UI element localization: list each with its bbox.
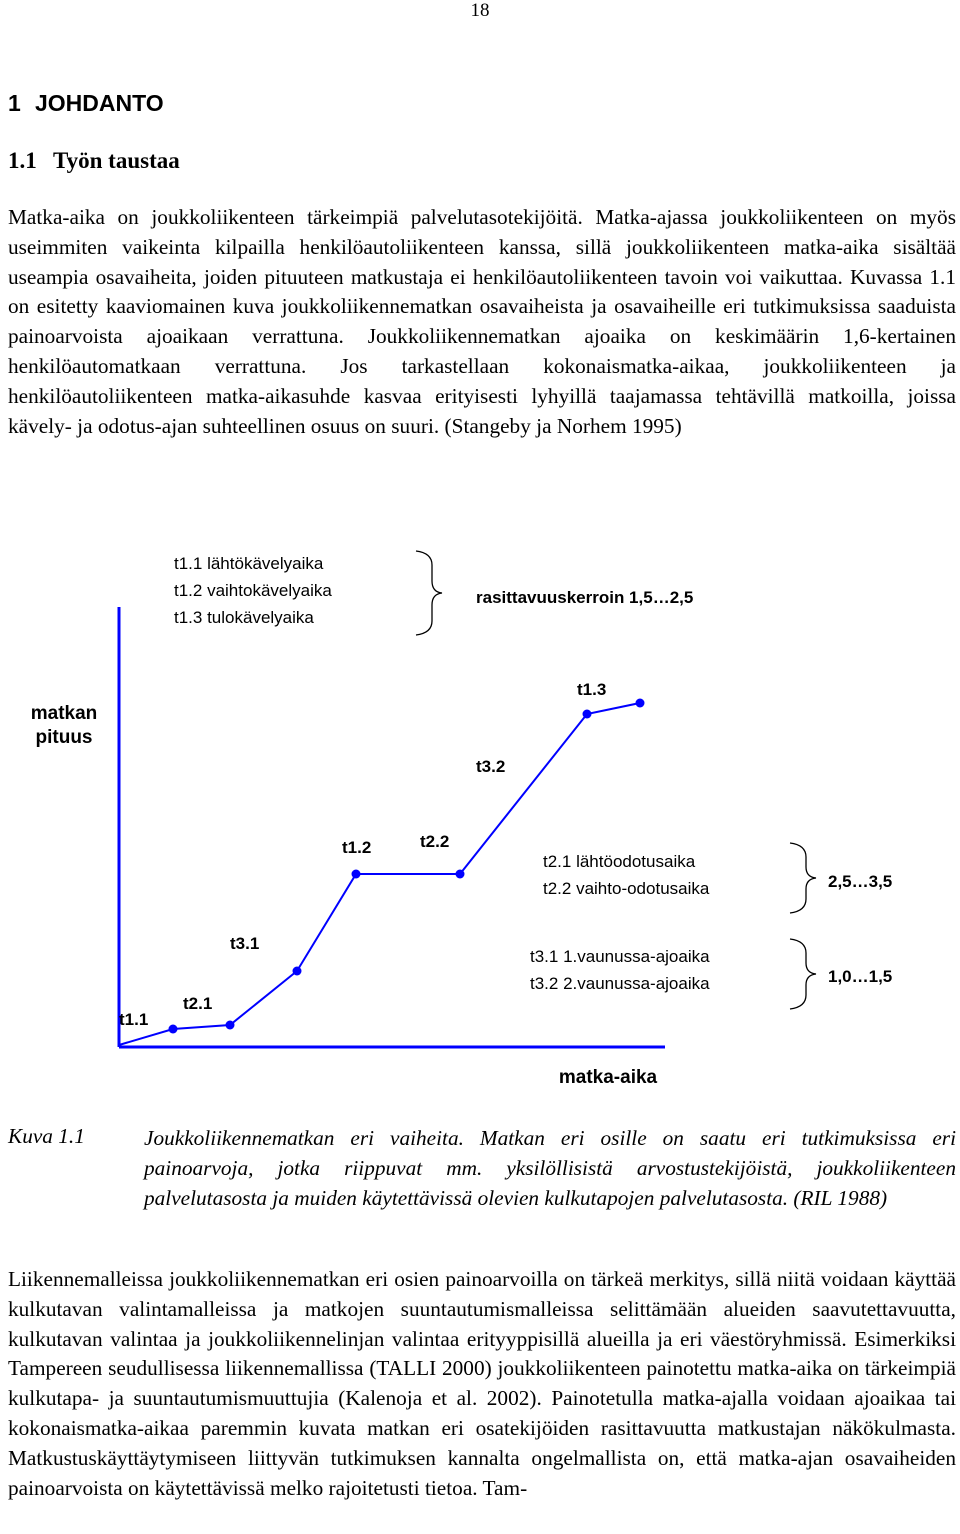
page-number: 18: [470, 0, 490, 21]
path-point-marker: [352, 870, 361, 879]
figure-diagram: [0, 535, 960, 1105]
point-label-t1-2: t1.2: [342, 838, 372, 857]
legend-walking-times: [174, 551, 693, 635]
section-heading: [8, 148, 180, 174]
legend-item-t2-1: t2.1 lähtöodotusaika: [543, 852, 696, 871]
section-title: Työn taustaa: [53, 148, 180, 173]
section-number: 1.1: [8, 148, 37, 173]
point-label-t1-3: t1.3: [577, 680, 607, 699]
legend-factor-walking: rasittavuuskerroin 1,5…2,5: [476, 588, 694, 607]
chapter-title: JOHDANTO: [35, 90, 164, 116]
point-label-t3-1: t3.1: [230, 934, 260, 953]
x-axis-label: matka-aika: [558, 1067, 658, 1088]
legend-factor-waiting: 2,5…3,5: [828, 872, 893, 891]
point-label-t1-1: t1.1: [119, 1010, 149, 1029]
path-point-marker: [293, 967, 302, 976]
legend-item-t3-2: t3.2 2.vaunussa-ajoaika: [530, 974, 710, 993]
legend-in-vehicle-times: [530, 939, 892, 1009]
legend-item-t2-2: t2.2 vaihto-odotusaika: [543, 879, 710, 898]
path-point-marker: [583, 710, 592, 719]
chapter-number: 1: [8, 90, 21, 116]
legend-item-t3-1: t3.1 1.vaunussa-ajoaika: [530, 947, 710, 966]
point-label-t2-1: t2.1: [183, 994, 213, 1013]
path-point-marker: [226, 1021, 235, 1030]
body-paragraph: Liikennemalleissa joukkoliikennematkan eri osien painoarvoilla on tärkeä merkitys, sillä niitä voidaan käyttää kulkutavan valintamalleissa ja matkojen suuntautumismalleissa selittämään alueiden saavutettavuutta, kulkutavan valintaa ja joukkoliikennelinjan valintaa erityyppisillä alueilla ja eri väestöryhmissä. Esimerkiksi Tampereen seudullisessa liikennemallissa (TALLI 2000) joukkoliikenteen painotettu matka-aika on tärkeimpiä kulkutapa- ja suuntautumismuuttujia (Kalenoja et al. 2002). Painotetulla matka-ajalla voidaan ajoaikaa tai kokonaismatka-aikaa paremmin kuvata matkan eri osatekijöiden rasittavuutta matkustajan näkökulmasta. Matkustuskäyttäytymiseen liittyvän tutkimuksen kannalta ongelmallista on, että matka-ajan osavaiheiden painoarvoista on käytettävissä melko rajoitetusti tietoa. Tam-: [8, 1267, 956, 1500]
legend-factor-in-vehicle: 1,0…1,5: [828, 967, 893, 986]
legend-brace-waiting: [790, 843, 816, 913]
legend-item-t1-3: t1.3 tulokävelyaika: [174, 608, 314, 627]
figure-travel-time-stages: [0, 535, 960, 1105]
y-axis-label-line2: pituus: [35, 727, 93, 748]
chapter-heading: [8, 90, 164, 117]
caption-label: Kuva 1.1: [8, 1124, 85, 1148]
path-point-marker: [456, 870, 465, 879]
body-paragraph: Matka-aika on joukkoliikenteen tärkeimpiä palvelutasotekijöitä. Matka-ajassa joukkoliikenteen on myös useimmiten vaikeinta kilpailla henkilöautoliikenteen kanssa, sillä joukkoliikenteen matka-aika sisältää useampia osavaiheita, joiden pituuteen matkustaja ei henkilöautoliikenteen tavoin voi vaikuttaa. Kuvassa 1.1 on esitetty kaaviomainen kuva joukkoliikennematkan osavaiheista ja osavaiheille eri tutkimuksissa saaduista painoarvoista ajoaikaan verrattuna. Joukkoliikennematkan ajoaika on keskimäärin 1,6-kertainen henkilöautomatkaan verrattuna. Jos tarkastellaan kokonaismatka-aikaa, joukkoliikenteen ja henkilöautoliikenteen matka-aikasuhde kasvaa erityisesti lyhyillä taajamassa tehtävillä matkoilla, joissa kävely- ja odotus-ajan suhteellinen osuus on suuri. (Stangeby ja Norhem 1995): [8, 205, 956, 438]
path-point-marker: [169, 1025, 178, 1034]
caption-text: Joukkoliikennematkan eri vaiheita. Matkan eri osille on saatu eri tutkimuksissa eri painoarvoja, jotka riippuvat mm. yksilöllisistä arvostustekijöistä, joukkoliikenteen palvelutasosta ja muiden käytettävissä olevien kulkutapojen palvelutasosta. (RIL 1988): [144, 1126, 956, 1210]
legend-brace-walking: [416, 551, 442, 635]
legend-waiting-times: [543, 843, 892, 913]
legend-brace-in-vehicle: [790, 939, 816, 1009]
legend-item-t1-1: t1.1 lähtökävelyaika: [174, 554, 324, 573]
y-axis-label-line1: matkan: [30, 703, 98, 724]
point-label-t2-2: t2.2: [420, 832, 450, 851]
point-label-t3-2: t3.2: [476, 757, 506, 776]
legend-item-t1-2: t1.2 vaihtokävelyaika: [174, 581, 332, 600]
path-point-marker: [636, 699, 645, 708]
